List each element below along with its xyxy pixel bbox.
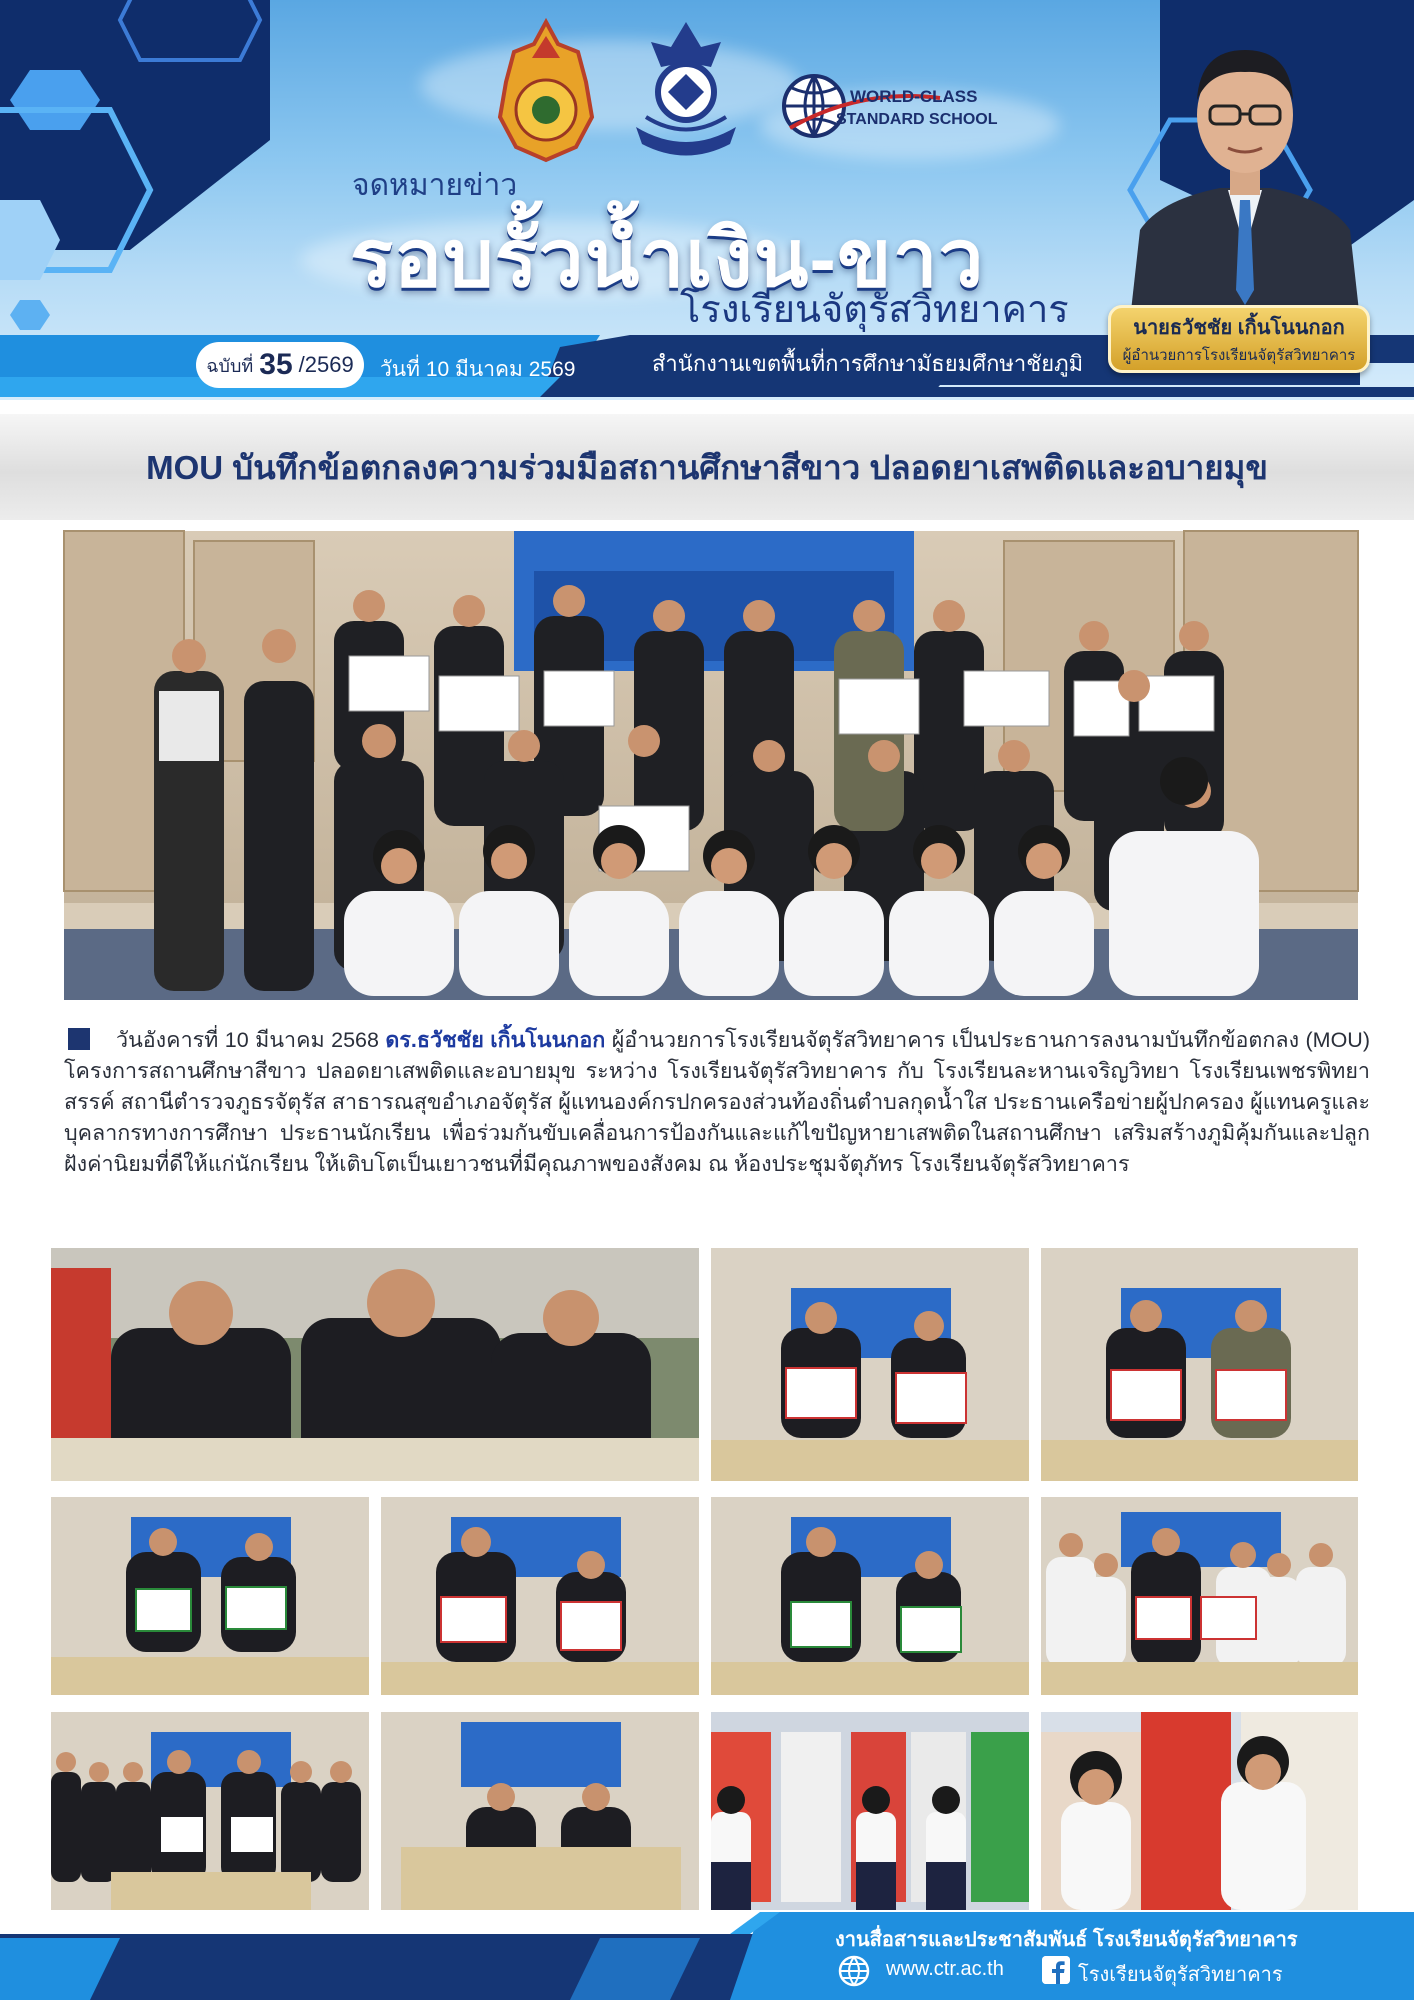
wcss-line1: WORLD-CLASS	[850, 87, 978, 106]
article-body	[64, 1025, 1370, 1180]
school-emblem-logo	[626, 22, 746, 162]
hexagon-decoration-left	[0, 0, 300, 330]
gallery-photo-signing-4	[381, 1497, 699, 1695]
facebook-icon	[1042, 1956, 1070, 1984]
headline: MOU บันทึกข้อตกลงความร่วมมือสถานศึกษาสีขาว ปลอดยาเสพติดและอบายมุข	[146, 448, 1268, 486]
issue-date: วันที่ 10 มีนาคม 2569	[380, 358, 576, 381]
newsletter-masthead: รอบรั้วน้ำเงิน-ขาว	[350, 214, 985, 303]
issue-year: /2569	[298, 352, 354, 377]
main-group-photo	[64, 531, 1358, 1000]
gallery-photo-signing-2	[1041, 1248, 1358, 1481]
footer-department: งานสื่อสารและประชาสัมพันธ์ โรงเรียนจัตุรัสวิทยาคาร	[835, 1929, 1298, 1951]
article-lead: วันอังคารที่ 10 มีนาคม 2568	[116, 1028, 386, 1052]
gallery-photo-meeting	[51, 1248, 699, 1481]
article-text: ผู้อำนวยการโรงเรียนจัตุรัสวิทยาคาร เป็นประธานการลงนามบันทึกข้อตกลง (MOU) โครงการสถานศึกษาสีขาว ปลอดยาเสพติดและอบายมุข ระหว่าง โรงเรียนจัตุรัสวิทยาคาร กับ โรงเรียนละหานเจริญวิทยา โรงเรียนเพชรพิทยาสรรค์ สถานีตำรวจภูธรจัตุรัส สาธารณสุขอำเภอจัตุรัส ผู้แทนองค์กรปกครองส่วนท้องถิ่นตำบลกุดน้ำใส ประธานเครือข่ายผู้ปกครอง ผู้แทนครูและบุคลากรทางการศึกษา ประธานนักเรียน เพื่อร่วมกันขับเคลื่อนการป้องกันและแก้ไขปัญหายาเสพติดในสถานศึกษา เสริมสร้างภูมิคุ้มกันและปลูกฝังค่านิยมที่ดีให้แก่นักเรียน ให้เติบโตเป็นเยาวชนที่มีคุณภาพของสังคม ณ ห้องประชุมจัตุภัทร โรงเรียนจัตุรัสวิทยาคาร	[64, 1028, 1370, 1176]
world-class-standard-school-logo	[780, 68, 998, 148]
director-nameplate	[1108, 305, 1370, 373]
logo-row	[490, 22, 1000, 162]
newsletter-kicker: จดหมายข่าว	[352, 169, 518, 202]
gallery-photo-seated-signing	[381, 1712, 699, 1910]
issue-label: ฉบับที่	[206, 355, 254, 376]
globe-icon	[838, 1955, 870, 1987]
footer-website-link[interactable]: www.ctr.ac.th	[886, 1958, 1004, 1980]
obec-emblem-logo	[496, 22, 596, 162]
issue-number: 35	[259, 348, 293, 381]
director-name: นายธวัชชัย เกิ้นโนนกอก	[1133, 317, 1345, 339]
gallery-photo-signing-3	[51, 1497, 369, 1695]
footer-facebook-link[interactable]: โรงเรียนจัตุรัสวิทยาคาร	[1078, 1964, 1283, 1986]
director-portrait	[1120, 20, 1370, 320]
headline-bar	[0, 414, 1414, 520]
gallery-photo-student-exhibit-1	[711, 1712, 1029, 1910]
gallery-photo-signing-1	[711, 1248, 1029, 1481]
gallery-photo-group-small	[51, 1712, 369, 1910]
paragraph-bullet	[68, 1028, 90, 1050]
article-highlight: ดร.ธวัชชัย เกิ้นโนนกอก	[385, 1028, 606, 1052]
education-office-name: สำนักงานเขตพื้นที่การศึกษามัธยมศึกษาชัยภูมิ	[652, 351, 1084, 376]
school-name: โรงเรียนจัตุรัสวิทยาคาร	[680, 289, 1069, 331]
newsletter-header	[0, 0, 1414, 400]
issue-number-badge	[196, 342, 364, 388]
director-title: ผู้อำนวยการโรงเรียนจัตุรัสวิทยาคาร	[1122, 347, 1356, 364]
wcss-line2: STANDARD SCHOOL	[836, 111, 998, 128]
gallery-photo-signing-5	[711, 1497, 1029, 1695]
gallery-photo-signing-6	[1041, 1497, 1358, 1695]
gallery-photo-student-exhibit-2	[1041, 1712, 1358, 1910]
